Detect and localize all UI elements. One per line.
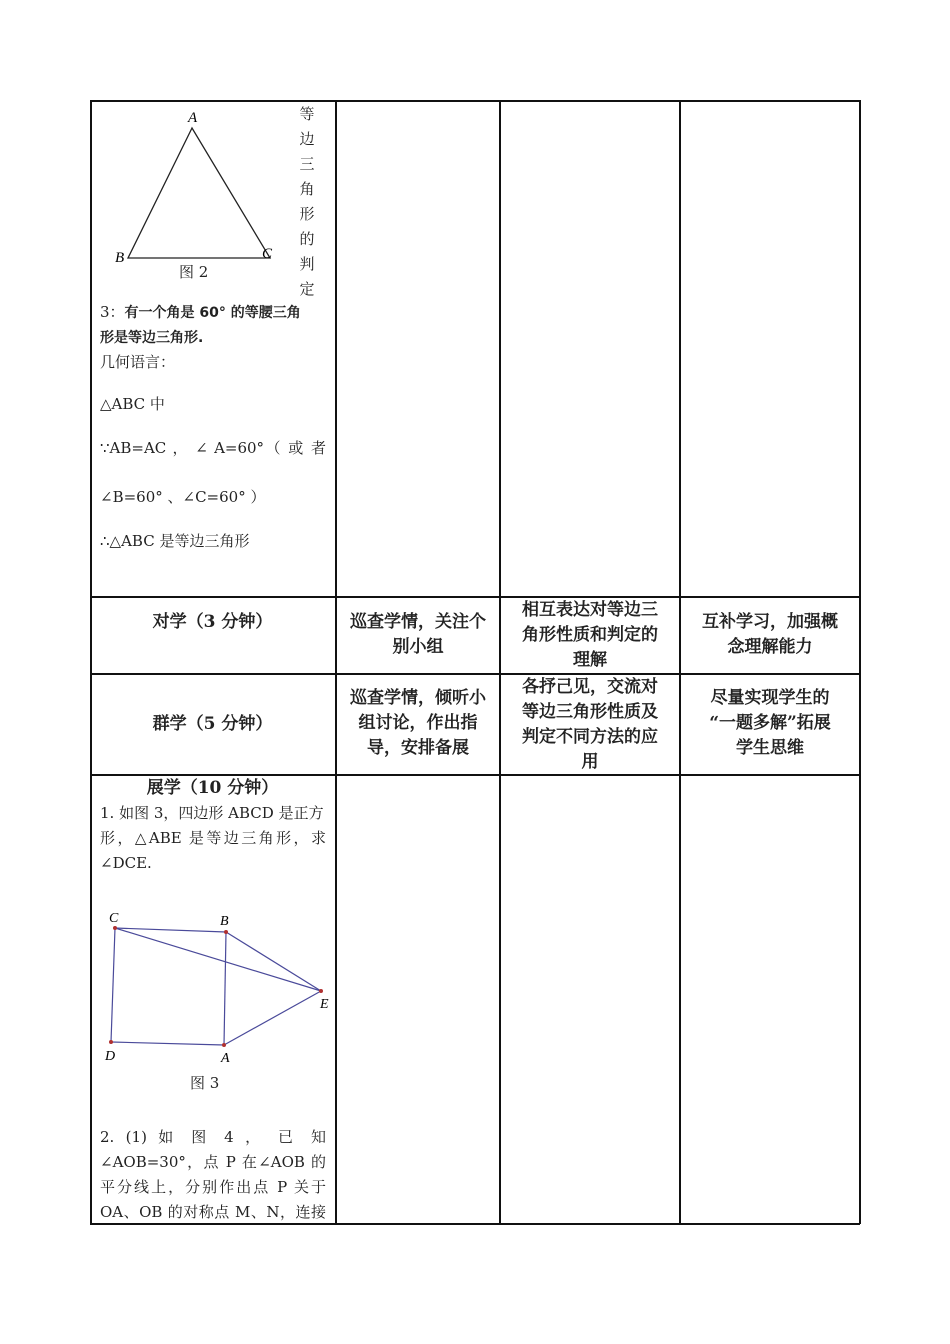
point-a <box>222 1043 226 1047</box>
figure-2-caption: 图 2 <box>179 263 209 281</box>
label-e: E <box>320 997 329 1012</box>
label-b: B <box>115 250 125 266</box>
vertical-title-char: 形 <box>299 205 315 223</box>
figure-3-caption: 图 3 <box>190 1074 220 1092</box>
question-1-line2: 形，△ABE 是等边三角形，求 <box>100 829 326 847</box>
col-divider-1 <box>335 100 337 1224</box>
rule3-line1 <box>100 301 330 324</box>
row-divider-1 <box>90 596 860 598</box>
point-c <box>113 926 117 930</box>
vertical-title-char: 的 <box>299 230 315 248</box>
question-1-line3: ∠DCE. <box>100 854 152 872</box>
table-border-bottom <box>90 1223 860 1225</box>
label-b: B <box>220 914 229 929</box>
lesson-table <box>90 100 860 1224</box>
label-d: D <box>105 1049 116 1064</box>
question-2-line4: OA、OB 的对称点 M、N，连接 <box>100 1203 326 1221</box>
label-a: A <box>188 110 198 126</box>
vertical-title-char: 三 <box>299 155 315 173</box>
vertical-title-char: 等 <box>299 105 315 123</box>
teacher-activity-qunxue: 巡查学情，倾听小 组讨论，作出指 导，安排备展 <box>350 688 486 758</box>
question-2-line3: 平分线上，分别作出点 P 关于 <box>100 1178 326 1196</box>
vertical-title-char: 边 <box>299 130 315 148</box>
table-border-right <box>859 100 861 1224</box>
point-e <box>319 989 323 993</box>
label-c: C <box>262 246 273 262</box>
rule3-text: 有一个角是 60° 的等腰三角 <box>124 305 301 321</box>
student-activity-qunxue: 各抒己见，交流对 等边三角形性质及 判定不同方法的应 用 <box>522 677 658 772</box>
label-a: A <box>221 1051 230 1066</box>
given-2: ∵AB=AC ， ∠ A=60°（ 或 者 <box>100 439 326 457</box>
point-d <box>109 1040 113 1044</box>
triangle-abc <box>128 128 270 258</box>
design-intent-duixue: 互补学习，加强概 念理解能力 <box>702 612 838 657</box>
edge-ae <box>224 991 321 1045</box>
edge-da <box>111 1042 224 1045</box>
stage-zhanxue: 展学（10 分钟） <box>146 778 279 798</box>
question-2-line1: 2. (1) 如 图 4 ， 已 知 <box>100 1128 326 1146</box>
conclusion: ∴△ABC 是等边三角形 <box>100 532 250 550</box>
edge-ce <box>115 928 321 991</box>
figure-3-square-triangle <box>98 900 334 1072</box>
vertical-title-char: 定 <box>299 280 315 298</box>
point-b <box>224 930 228 934</box>
label-c: C <box>109 911 119 926</box>
design-intent-qunxue: 尽量实现学生的 “一题多解”拓展 学生思维 <box>709 688 831 758</box>
student-activity-duixue: 相互表达对等边三 角形性质和判定的 理解 <box>522 600 658 670</box>
question-1-line1: 1. 如图 3，四边形 ABCD 是正方 <box>100 804 324 822</box>
table-border-left <box>90 100 92 1224</box>
vertical-title-char: 判 <box>299 255 315 273</box>
edge-cd <box>111 928 115 1042</box>
stage-qunxue: 群学（5 分钟） <box>152 714 273 734</box>
given-3: ∠B=60° 、∠C=60° ） <box>100 488 266 506</box>
teacher-activity-duixue: 巡查学情，关注个 别小组 <box>350 612 486 657</box>
geometry-language-label: 几何语言： <box>100 353 176 371</box>
stage-duixue: 对学（3 分钟） <box>152 612 273 632</box>
edge-be <box>226 932 321 991</box>
rule3-line2: 形是等边三角形. <box>100 330 204 346</box>
question-2-line2: ∠AOB=30°，点 P 在∠AOB 的 <box>100 1153 326 1171</box>
col-divider-3 <box>679 100 681 1224</box>
table-border-top <box>90 100 860 102</box>
given-1: △ABC 中 <box>100 395 165 413</box>
edge-cb <box>115 928 226 932</box>
vertical-title-char: 角 <box>299 180 315 198</box>
rule3-prefix: 3： <box>100 303 125 321</box>
edge-ba <box>224 932 226 1045</box>
figure-2-triangle <box>105 110 285 280</box>
row-divider-2 <box>90 673 860 675</box>
